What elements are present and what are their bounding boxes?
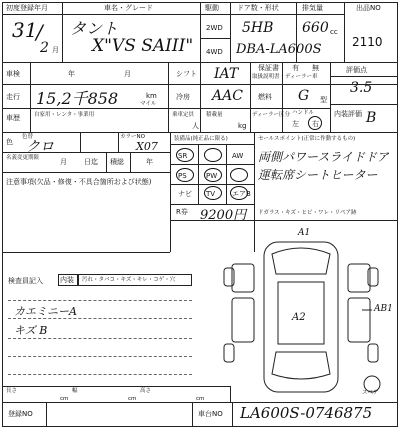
left-rear-door xyxy=(232,298,254,342)
equip-sr: SR xyxy=(178,152,188,160)
divider xyxy=(170,184,254,185)
ruled-line xyxy=(8,338,192,339)
shaken-year-label: 年 xyxy=(68,70,75,78)
divider xyxy=(80,132,81,152)
windshield xyxy=(272,248,330,274)
name-change-month: 月 xyxy=(60,158,67,166)
car-name: タント xyxy=(70,19,119,38)
left-front-door xyxy=(232,264,254,292)
shift-value: IAT xyxy=(214,66,239,82)
right-rear-door xyxy=(348,298,370,342)
model-grade-label: 車名・グレード xyxy=(104,4,153,12)
divider xyxy=(170,220,398,221)
lot-value: 2110 xyxy=(352,35,383,49)
chassis-value: LA600S-0746875 xyxy=(240,404,373,422)
warranty-yes: 有 xyxy=(292,64,299,72)
divider xyxy=(170,164,254,165)
divider xyxy=(2,252,170,253)
history-label: 車歴 xyxy=(6,114,20,122)
ruled-line xyxy=(8,318,192,319)
drive-2wd: 2WD xyxy=(206,24,223,32)
fuel-label: 燃料 xyxy=(258,93,272,101)
slash: / xyxy=(36,20,43,44)
equip-circle xyxy=(176,168,194,182)
handle-right: 右 xyxy=(312,120,319,128)
equip-ps: PS xyxy=(178,172,187,180)
equip-circle xyxy=(204,186,222,200)
reg-month-value: 2 xyxy=(40,40,49,56)
mileage-label: 走行 xyxy=(6,93,20,101)
inspector-category: 内装 xyxy=(60,276,74,284)
warranty-sub: 取扱説明書・ディーラー車 xyxy=(252,74,318,80)
dealer-label: ディーラー区分 xyxy=(252,112,291,118)
mileage-value: 15,2千858 xyxy=(36,89,119,108)
ruled-line xyxy=(8,300,192,301)
divider xyxy=(226,144,227,204)
height-label: 高さ xyxy=(140,388,152,394)
drive-label: 駆動 xyxy=(205,4,219,12)
reg-no-label: 登録NO xyxy=(8,410,33,418)
selling-point-1: 両側パワースライドドア xyxy=(258,150,389,164)
divider xyxy=(2,172,170,173)
divider xyxy=(170,132,171,252)
divider xyxy=(2,108,330,109)
tax-label: 積総 xyxy=(110,158,124,166)
equipment-title: 装備品(純正品に限る) xyxy=(174,136,228,142)
color-label: 色 xyxy=(6,138,13,146)
displacement-value: 660 xyxy=(302,20,329,36)
score-label: 評価点 xyxy=(346,66,367,74)
width-unit: cm xyxy=(128,396,137,402)
reg-year-label: 初度登録年月 xyxy=(6,4,48,12)
model-code: DBA-LA600S xyxy=(236,42,322,57)
divider xyxy=(2,386,230,387)
inspector-line-2: キズ B xyxy=(14,324,48,337)
divider xyxy=(330,76,398,77)
equip-circle xyxy=(176,148,194,162)
divider xyxy=(62,2,63,62)
recycle-label: R券 xyxy=(176,208,188,216)
mile-unit: マイル xyxy=(140,101,157,107)
divider xyxy=(2,402,398,403)
notes-title: 注意事項(欠品・修復・不具合箇所および状態) xyxy=(6,178,152,186)
handle-left: 左 xyxy=(292,120,299,128)
mark-ab1: AB1 xyxy=(374,304,393,314)
ruled-line xyxy=(8,374,192,375)
inspector-marks: 汚れ・タバコ・キズ・キレ・コゲ・穴 xyxy=(82,277,176,283)
mark-a2: A2 xyxy=(292,312,306,323)
equip-circle xyxy=(230,186,248,200)
equip-pw: PW xyxy=(206,172,218,180)
shaken-label: 車検 xyxy=(6,70,20,78)
fuel-unit: 型 xyxy=(320,96,327,104)
door-label: ドア数・形状 xyxy=(237,4,279,12)
score-value: 3.5 xyxy=(350,80,373,96)
inspector-title: 検査員記入 xyxy=(8,277,43,285)
inspector-line-1: カエミニーA xyxy=(14,305,77,318)
warranty-no: 無 xyxy=(312,64,319,72)
color-value: クロ xyxy=(26,139,54,155)
divider xyxy=(118,132,119,152)
displacement-label: 排気量 xyxy=(302,4,323,12)
grade: X"VS SAIII" xyxy=(92,36,194,56)
divider xyxy=(230,386,231,402)
divider xyxy=(2,152,170,153)
divider xyxy=(200,62,201,132)
chassis-label: 車台NO xyxy=(198,410,223,418)
divider xyxy=(200,2,201,62)
divider xyxy=(30,62,31,132)
divider xyxy=(168,62,169,132)
displacement-unit: cc xyxy=(330,28,338,36)
ac-value: AAC xyxy=(212,88,243,104)
divider xyxy=(250,62,251,132)
load-label: 積載量 xyxy=(206,112,223,118)
warranty-label: 保証書 xyxy=(258,64,279,72)
ruled-line xyxy=(8,356,192,357)
rear-window xyxy=(272,352,330,379)
fuel-value: G xyxy=(298,88,310,104)
divider xyxy=(130,152,131,172)
equip-aw: AW xyxy=(232,152,244,160)
width-label: 幅 xyxy=(72,388,78,394)
equip-circle xyxy=(204,168,222,182)
color-change-label: 色替 xyxy=(22,134,34,140)
capacity-unit: 人 xyxy=(192,122,199,130)
name-change-day: 日迄 xyxy=(84,158,98,166)
mileage-unit: km xyxy=(146,92,157,100)
divider xyxy=(282,62,283,132)
divider xyxy=(2,132,398,133)
interior-value: B xyxy=(366,110,377,126)
divider xyxy=(170,144,254,145)
reg-year-value: 31 xyxy=(12,18,38,42)
handle-label: ハンドル xyxy=(292,110,315,116)
divider xyxy=(46,402,47,427)
tax-year-label: 年 xyxy=(146,158,153,166)
divider xyxy=(2,14,344,15)
check-items: ドガラス・キズ・ヒビ・ワレ・リペア跡 xyxy=(258,210,357,216)
equip-tv: TV xyxy=(206,190,216,198)
drive-4wd: 4WD xyxy=(206,48,223,56)
selling-point-2: 運転席シートヒーター xyxy=(258,168,378,182)
divider xyxy=(200,38,230,39)
divider xyxy=(330,104,398,105)
handle-right-circle xyxy=(308,116,322,130)
door-value: 5HB xyxy=(242,20,274,36)
shaken-month-label: 月 xyxy=(124,70,131,78)
wheel xyxy=(224,344,234,362)
divider xyxy=(344,2,345,62)
equip-airbag: エアB xyxy=(232,190,251,198)
equip-circle xyxy=(230,168,248,182)
length-unit: cm xyxy=(60,396,69,402)
capacity-label: 乗車定員 xyxy=(172,112,195,118)
color-code-value: X07 xyxy=(136,140,158,153)
length-label: 長さ xyxy=(6,388,18,394)
right-front-door xyxy=(348,264,370,292)
equip-circle xyxy=(204,148,222,162)
interior-label: 内装評価 xyxy=(334,110,362,118)
lot-label: 出品NO xyxy=(356,4,381,12)
name-change-label: 名義変更期限 xyxy=(6,155,40,161)
mark-a1: A1 xyxy=(298,228,311,238)
month-unit: 月 xyxy=(52,46,59,54)
divider xyxy=(232,402,233,427)
divider xyxy=(230,2,231,62)
wheel xyxy=(368,344,378,362)
color-code-label: カラーNO xyxy=(120,134,145,140)
divider xyxy=(330,62,331,132)
selling-points-title: セールスポイント(正常に作動するもの) xyxy=(258,136,356,142)
divider xyxy=(106,152,107,172)
divider xyxy=(198,144,199,204)
spare-label: スペア xyxy=(362,390,379,396)
ac-label: 冷房 xyxy=(176,93,190,101)
shift-label: シフト xyxy=(176,70,197,78)
load-unit: kg xyxy=(238,122,247,130)
history-sub: 自家用・レンタ・事業用 xyxy=(34,112,95,118)
recycle-value: 9200円 xyxy=(200,208,247,223)
equip-navi: ナビ xyxy=(178,190,192,198)
height-unit: cm xyxy=(196,396,205,402)
divider xyxy=(192,402,193,427)
